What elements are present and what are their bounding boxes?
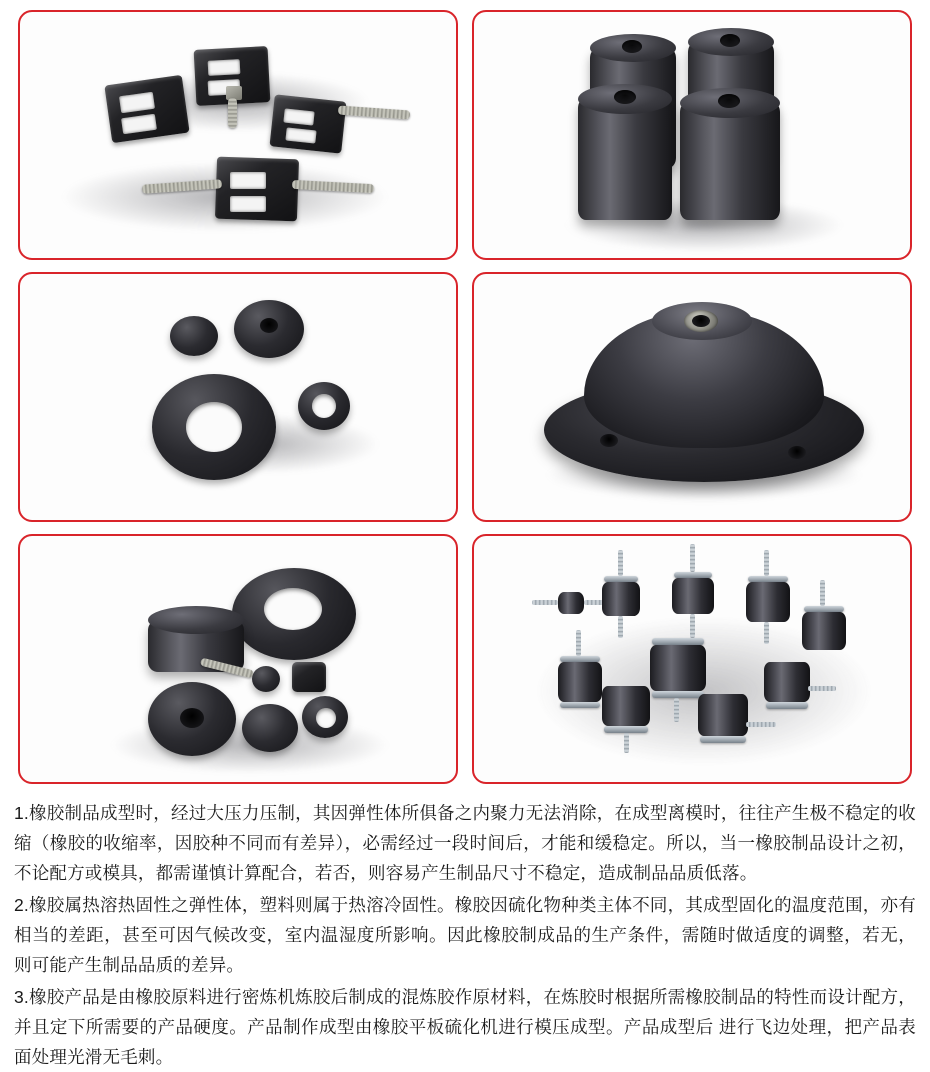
paragraph-3: 3.橡胶产品是由橡胶原料进行密炼机炼胶后制成的混炼胶作原材料，在炼胶时根据所需橡胶制品的特性而设计配方，并且定下所需要的产品硬度。产品制作成型由橡胶平板硫化机进行模压成型。产品成型后 进行飞边处理，把产品表面处理光滑无毛刺。	[14, 987, 916, 1067]
paragraph-1: 1.橡胶制品成型时，经过大压力压制，其因弹性体所俱备之内聚力无法消除，在成型离模时，往往产生极不稳定的收缩（橡胶的收缩率，因胶种不同而有差异），必需经过一段时间后，才能和缓稳定。所以，当一橡胶制品设计之初，不论配方或模具，都需谨慎计算配合，若否，则容易产生制品尺寸不稳定，造成制品品质低落。	[14, 803, 916, 883]
product-photo-card-6[interactable]	[472, 534, 912, 784]
product-photo-card-2[interactable]	[472, 10, 912, 260]
photo-6-image	[474, 536, 910, 782]
photo-4-image	[474, 274, 910, 520]
photo-1-image	[20, 12, 456, 258]
paragraph-2: 2.橡胶属热溶热固性之弹性体，塑料则属于热溶冷固性。橡胶因硫化物种类主体不同，其成型固化的温度范围，亦有相当的差距，甚至可因气候改变，室内温湿度所影响。因此橡胶制成品的生产条件，需随时做适度的调整，若无，则可能产生制品品质的差异。	[14, 895, 916, 975]
description-text-block	[0, 784, 930, 1072]
product-photo-card-3[interactable]	[18, 272, 458, 522]
photo-5-image	[20, 536, 456, 782]
product-photo-card-4[interactable]	[472, 272, 912, 522]
photo-2-image	[474, 12, 910, 258]
product-photo-card-1[interactable]	[18, 10, 458, 260]
product-photo-card-5[interactable]	[18, 534, 458, 784]
photo-3-image	[20, 274, 456, 520]
